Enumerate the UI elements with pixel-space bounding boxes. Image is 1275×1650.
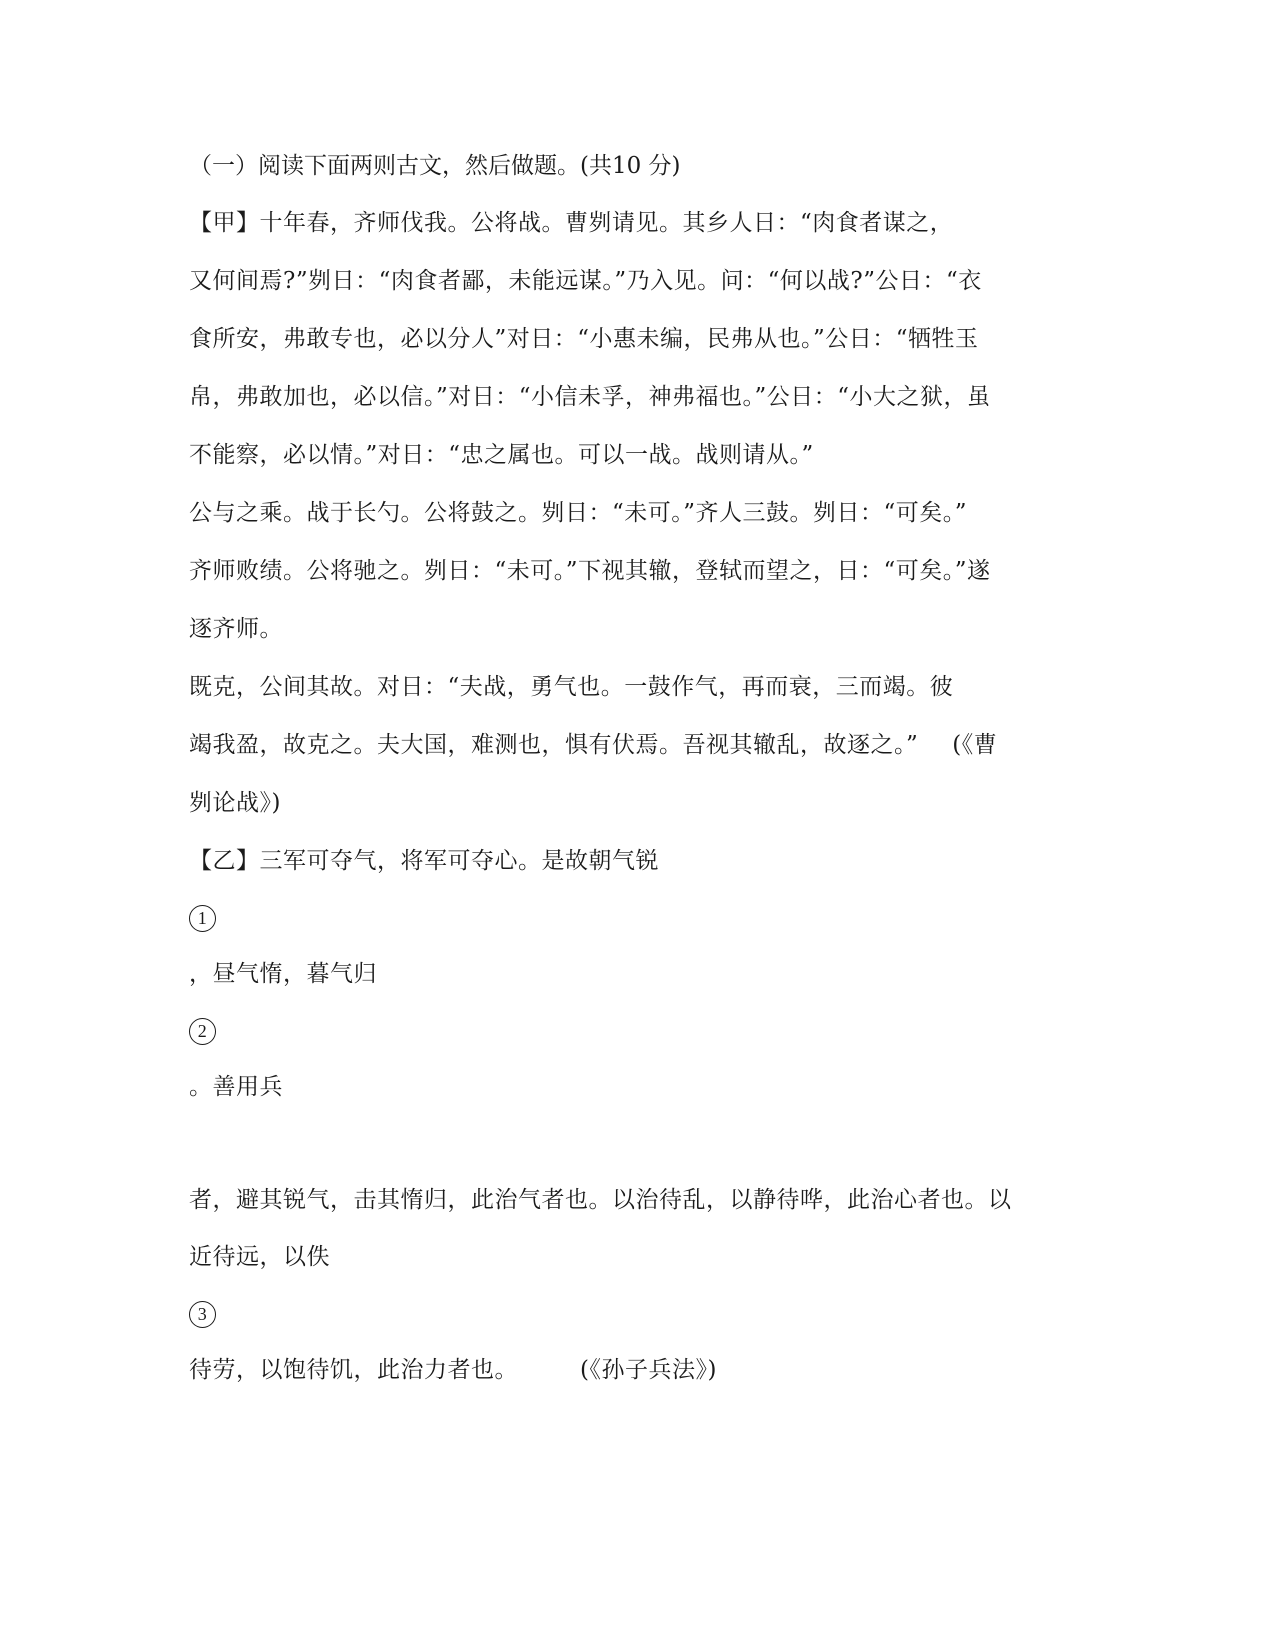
passage-jia-line: 帛，弗敢加也，必以信。”对日：“小信未孚，神弗福也。”公日：“小大之狱，虽 — [189, 384, 991, 410]
passage-jia-text: 竭我盈，故克之。夫大国，难测也，惧有伏焉。吾视其辙乱，故逐之。” — [189, 732, 919, 758]
passage-jia-line: 不能察，必以情。”对日：“忠之属也。可以一战。战则请从。” — [189, 442, 814, 468]
passage-jia-line: 又何间焉?”刿日：“肉食者鄙，未能远谋。”乃入见。问：“何以战?”公日：“衣 — [189, 268, 982, 294]
passage-jia-line: 【甲】十年春，齐师伐我。公将战。曹刿请见。其乡人日：“肉食者谋之， — [189, 210, 954, 236]
blank-marker-1 — [189, 902, 216, 932]
passage-yi-line: 。善用兵 — [189, 1074, 283, 1100]
passage-jia-line: 既克，公间其故。对日：“夫战，勇气也。一鼓作气，再而衰，三而竭。彼 — [189, 674, 954, 700]
passage-yi-line: 近待远，以佚 — [189, 1244, 330, 1270]
passage-yi-text: 待劳，以饱待饥，此治力者也。 — [189, 1357, 518, 1383]
passage-jia-line — [189, 730, 997, 760]
passage-yi-line — [189, 1355, 717, 1385]
passage-jia-line: 食所安，弗敢专也，必以分人”对日：“小惠未编，民弗从也。”公日：“牺牲玉 — [189, 326, 979, 352]
passage-jia-line: 逐齐师。 — [189, 616, 283, 642]
passage-jia-line: 公与之乘。战于长勺。公将鼓之。刿日：“未可。”齐人三鼓。刿日：“可矣。” — [189, 500, 968, 526]
passage-yi-line: ，昼气惰，暮气归 — [189, 961, 377, 987]
circled-number-2: 2 — [189, 1018, 216, 1045]
circled-number-1: 1 — [189, 905, 216, 932]
passage-yi-line: 者，避其锐气，击其惰归，此治气者也。以治待乱，以静待哗，此治心者也。以 — [189, 1187, 1012, 1213]
section-heading: （一）阅读下面两则古文，然后做题。(共10 分) — [189, 153, 681, 179]
circled-number-3: 3 — [189, 1301, 216, 1328]
blank-marker-2 — [189, 1015, 216, 1045]
source-citation-yi: (《孙子兵法》) — [580, 1357, 717, 1383]
source-citation-jia-b: 刿论战》) — [189, 790, 281, 816]
passage-jia-line: 齐师败绩。公将驰之。刿日：“未可。”下视其辙，登轼而望之，日：“可矣。”遂 — [189, 558, 991, 584]
passage-yi-line: 【乙】三军可夺气，将军可夺心。是故朝气锐 — [189, 848, 659, 874]
blank-marker-3 — [189, 1298, 216, 1328]
source-citation-jia-a: (《曹 — [952, 732, 998, 758]
